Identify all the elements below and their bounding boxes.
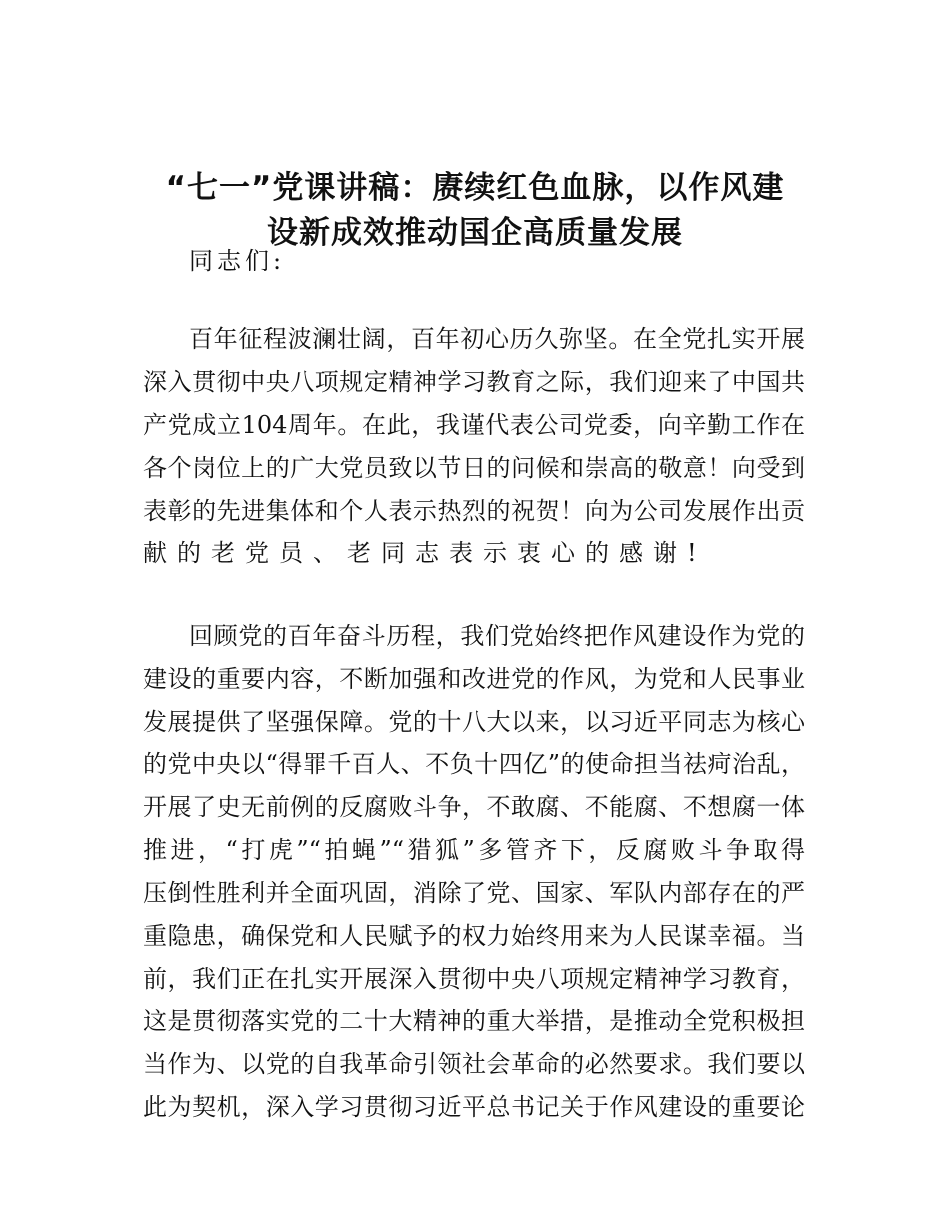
paragraph-line: 开展了史无前例的反腐败斗争，不敢腐、不能腐、不想腐一体 xyxy=(143,793,805,821)
paragraph-line: 的党中央以“得罪千百人、不负十四亿”的使命担当祛疴治乱， xyxy=(143,750,805,778)
paragraph-line: 百年征程波澜壮阔，百年初心历久弥坚。在全党扎实开展 xyxy=(189,325,805,353)
paragraph-line: 表彰的先进集体和个人表示热烈的祝贺！向为公司发展作出贡 xyxy=(143,497,805,525)
paragraph-line: 产党成立104周年。在此，我谨代表公司党委，向辛勤工作在 xyxy=(143,411,805,439)
paragraph-line: 此为契机，深入学习贯彻习近平总书记关于作风建设的重要论 xyxy=(143,1093,805,1121)
paragraph-line: 前，我们正在扎实开展深入贯彻中央八项规定精神学习教育， xyxy=(143,965,805,993)
paragraph-line: 建设的重要内容，不断加强和改进党的作风，为党和人民事业 xyxy=(143,665,805,693)
paragraph-line: 这是贯彻落实党的二十大精神的重大举措，是推动全党积极担 xyxy=(143,1007,805,1035)
paragraph-line: 献的老党员、老同志表示衷心的感谢! xyxy=(143,539,707,567)
paragraph-line: 深入贯彻中央八项规定精神学习教育之际，我们迎来了中国共 xyxy=(143,368,805,396)
paragraph-line: 回顾党的百年奋斗历程，我们党始终把作风建设作为党的 xyxy=(189,622,805,650)
paragraph-line: 压倒性胜利并全面巩固，消除了党、国家、军队内部存在的严 xyxy=(143,879,805,907)
paragraph-line: 重隐患，确保党和人民赋予的权力始终用来为人民谋幸福。当 xyxy=(143,922,805,950)
document-title-line-2: 设新成效推动国企高质量发展 xyxy=(267,215,683,251)
paragraph-line: 发展提供了坚强保障。党的十八大以来，以习近平同志为核心 xyxy=(143,708,805,736)
greeting: 同志们: xyxy=(189,247,286,275)
paragraph-line: 各个岗位上的广大党员致以节日的问候和崇高的敬意！向受到 xyxy=(143,454,805,482)
paragraph-line: 推进，“打虎”“拍蝇”“猎狐”多管齐下，反腐败斗争取得 xyxy=(143,836,805,864)
document-title-line-1: “七一”党课讲稿：赓续红色血脉，以作风建 xyxy=(165,170,785,206)
paragraph-line: 当作为、以党的自我革命引领社会革命的必然要求。我们要以 xyxy=(143,1050,805,1078)
